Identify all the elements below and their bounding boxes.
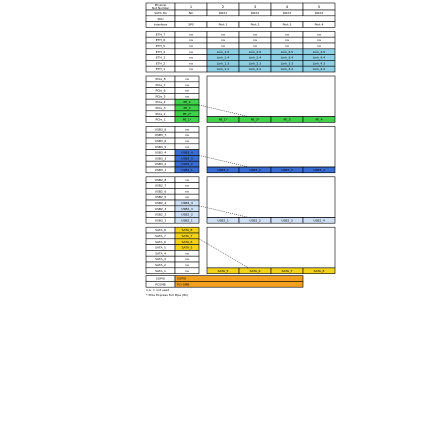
sata-slot1-value: na bbox=[185, 263, 189, 267]
usb2-row-name: USB2_5 bbox=[154, 195, 167, 200]
sata-slot1-value: SATA_6 bbox=[181, 239, 193, 244]
usb2-slot1-value: na bbox=[185, 189, 189, 194]
interface-value: Port 1 bbox=[218, 22, 228, 27]
slot-value: DRX2 bbox=[250, 11, 260, 15]
interface-label: Interface bbox=[153, 22, 168, 27]
sata-slot1-value: SATA_5 bbox=[181, 245, 193, 250]
eth-na-text: na bbox=[285, 38, 289, 43]
sata-row-name: SATA_1 bbox=[155, 268, 166, 273]
sku-spacer bbox=[175, 16, 335, 22]
usb2-mapping-diagonal bbox=[199, 206, 249, 218]
usb3-row-name: USB3_8 bbox=[154, 127, 167, 132]
sata-bottom-text: SATA_5 bbox=[217, 268, 229, 273]
usb2-bottom-text: USB2_2 bbox=[249, 218, 261, 223]
eth-na-text: na bbox=[253, 38, 257, 43]
eth-na-text: na bbox=[317, 32, 321, 37]
usb2-bottom-text: USB2_4 bbox=[313, 218, 325, 223]
slot-number: 5 bbox=[317, 5, 321, 9]
eth-link-text: Link_1.4 bbox=[216, 55, 230, 60]
eth-na-text: na bbox=[317, 44, 321, 48]
eth-slot1-value: na bbox=[189, 44, 193, 48]
eth-slot1-value: na bbox=[189, 55, 193, 60]
pcie-row-name: PCIe_1 bbox=[155, 117, 166, 122]
usb3-mapping-diagonal bbox=[199, 155, 249, 167]
pcie-row-name: PCIe_3 bbox=[155, 106, 166, 110]
extra-row-cell bbox=[175, 276, 303, 282]
usb3-row-name: USB3_7 bbox=[154, 133, 167, 138]
eth-link-text: Link_2.5 bbox=[248, 49, 262, 54]
slot-number: 1 bbox=[189, 5, 193, 9]
usb3-slot1-value: na bbox=[185, 144, 189, 149]
usb3-bottom-text: USB3_1 bbox=[217, 168, 229, 172]
usb3-empty-region bbox=[207, 126, 335, 167]
usb2-row-name: USB2_1 bbox=[154, 218, 167, 223]
eth-row-name: ETH_3 bbox=[155, 55, 166, 60]
pcie-row-name: PCIe_6 bbox=[155, 88, 166, 93]
usb3-row-name: USB3_4 bbox=[154, 150, 167, 155]
pcie-bottom-text: PE_1* bbox=[218, 117, 228, 122]
usb3-bottom-text: USB3_4 bbox=[313, 168, 325, 172]
pcie-bottom-text: PE_3 bbox=[283, 117, 291, 122]
pcie-empty-region bbox=[207, 76, 335, 117]
slot-number-label: Slot Number bbox=[151, 6, 170, 10]
slot-number: 3 bbox=[253, 5, 257, 9]
pcie-slot1-value: na bbox=[185, 82, 189, 87]
eth-link-text: Link_1.5 bbox=[216, 49, 230, 54]
eth-slot1-value: na bbox=[189, 61, 193, 66]
usb2-slot1-value: na bbox=[185, 183, 189, 188]
sata-mapping-diagonal bbox=[199, 239, 249, 268]
slot-number: 2 bbox=[221, 5, 225, 9]
extra-row-value: SGPIO bbox=[177, 276, 187, 281]
pcie-row-name: PCIe_4 bbox=[155, 100, 166, 105]
usb3-row-name: USB3_2 bbox=[154, 162, 167, 167]
eth-link-text: Link_2.3 bbox=[248, 61, 262, 66]
eth-link-text: Link_1.3 bbox=[216, 61, 230, 66]
usb3-slot1-value: USB3_4 bbox=[181, 150, 193, 155]
eth-na-text: na bbox=[285, 32, 289, 37]
interface-value: SPS bbox=[188, 22, 194, 27]
eth-slot1-value: na bbox=[189, 32, 193, 37]
usb3-slot1-value: USB3_1 bbox=[181, 168, 193, 172]
sata-label: SATA 3G bbox=[154, 11, 167, 15]
usb2-bottom-text: USB2_3 bbox=[281, 218, 293, 223]
eth-na-text: na bbox=[221, 38, 225, 43]
extra-row-cell bbox=[175, 281, 303, 287]
sata-slot1-value: SATA_7 bbox=[181, 234, 193, 238]
eth-row-name: ETH_5 bbox=[155, 44, 166, 48]
pcie-bottom-text: PE_2* bbox=[250, 117, 260, 122]
interface-value: Port 2 bbox=[250, 22, 260, 27]
usb2-slot1-value: USB2_2 bbox=[181, 212, 193, 217]
sata-bottom-text: SATA_8 bbox=[313, 268, 325, 273]
sata-bottom-text: SATA_6 bbox=[249, 268, 261, 273]
pcie-row-name: PCIe_8 bbox=[155, 77, 166, 81]
usb2-row-name: USB2_6 bbox=[154, 189, 167, 194]
usb2-row-name: USB2_2 bbox=[154, 212, 167, 217]
extra-row-name: PCSMB bbox=[155, 282, 166, 287]
extra-row-value: PCI SMB bbox=[177, 282, 190, 287]
eth-na-text: na bbox=[221, 32, 225, 37]
usb2-row-name: USB2_3 bbox=[154, 206, 167, 211]
usb2-row-name: USB2_8 bbox=[154, 177, 167, 182]
usb2-row-name: USB2_4 bbox=[154, 201, 167, 205]
usb3-row-name: USB3_3 bbox=[154, 156, 167, 161]
eth-link-text: Link_3.5 bbox=[280, 49, 294, 54]
eth-link-text: Link_4.3 bbox=[312, 61, 326, 66]
pcie-slot1-value: PE_3 bbox=[183, 106, 191, 110]
sku-label: SKU bbox=[157, 16, 164, 21]
eth-na-text: na bbox=[253, 32, 257, 37]
slot-value: DRX1 bbox=[218, 11, 228, 15]
pcie-bottom-text: PE_4 bbox=[315, 117, 323, 122]
usb3-slot1-value: USB3_2 bbox=[181, 162, 193, 167]
sata-slot1-value: na bbox=[185, 251, 189, 256]
eth-link-text: Link_3.4 bbox=[280, 55, 294, 60]
usb2-bottom-text: USB2_1 bbox=[217, 218, 229, 223]
eth-slot1-value: na bbox=[189, 38, 193, 43]
usb2-slot1-value: na bbox=[185, 195, 189, 200]
pcie-row-name: PCIe_5 bbox=[155, 94, 166, 99]
sata-slot1-value: SATA_8 bbox=[181, 228, 193, 233]
sata-row-name: SATA_4 bbox=[155, 251, 166, 256]
sata-row-name: SATA_8 bbox=[155, 228, 166, 233]
eth-link-text: Link_2.4 bbox=[248, 55, 262, 60]
eth-row-name: ETH_7 bbox=[155, 32, 166, 37]
pcie-mapping-diagonal bbox=[199, 105, 249, 117]
usb3-bottom-text: USB3_3 bbox=[281, 168, 293, 172]
slot-value: DRX4 bbox=[314, 11, 324, 15]
slot-number: 4 bbox=[285, 5, 289, 9]
usb3-row-name: USB3_1 bbox=[154, 168, 167, 172]
physical-label: Physical bbox=[154, 2, 167, 7]
eth-link-text: Link_4.5 bbox=[312, 49, 326, 54]
usb3-slot1-value: na bbox=[185, 139, 189, 143]
usb2-slot1-value: USB2_4 bbox=[181, 201, 193, 205]
pcie-slot1-value: PE_1* bbox=[182, 117, 192, 122]
eth-row-name: ETH_1 bbox=[155, 67, 166, 72]
eth-na-text: na bbox=[285, 44, 289, 48]
usb3-row-name: USB3_6 bbox=[154, 139, 167, 143]
sata-row-name: SATA_7 bbox=[155, 234, 166, 238]
eth-link-text: Link_4.2 bbox=[312, 67, 326, 72]
sata-bottom-text: SATA_7 bbox=[281, 268, 293, 273]
usb3-bottom-text: USB3_2 bbox=[249, 168, 261, 172]
eth-row-name: ETH_4 bbox=[155, 49, 166, 54]
slot-value: DRX3 bbox=[282, 11, 292, 15]
eth-link-text: Link_4.4 bbox=[312, 55, 326, 60]
eth-link-text: Link_3.3 bbox=[280, 61, 294, 66]
eth-link-text: Link_3.2 bbox=[280, 67, 294, 72]
eth-row-name: ETH_2 bbox=[155, 61, 166, 66]
eth-link-text: Link_2.2 bbox=[248, 67, 262, 72]
eth-row-name: ETH_6 bbox=[155, 38, 166, 43]
extra-row-name: SGPIO bbox=[155, 276, 166, 281]
sata-slot1-value: na bbox=[185, 268, 189, 273]
sata-row-name: SATA_6 bbox=[155, 239, 166, 244]
eth-slot1-value: na bbox=[189, 67, 193, 72]
pcie-slot1-value: na bbox=[185, 77, 189, 81]
pcie-slot1-value: PE_2* bbox=[182, 111, 192, 116]
eth-na-text: na bbox=[317, 38, 321, 43]
sata-row-name: SATA_3 bbox=[155, 257, 166, 262]
usb3-slot1-value: USB3_3 bbox=[181, 156, 193, 161]
pcie-slot1-value: PE_4 bbox=[183, 100, 191, 105]
eth-link-text: Link_1.2 bbox=[216, 67, 230, 72]
usb3-slot1-value: na bbox=[185, 127, 189, 132]
usb3-row-name: USB3_5 bbox=[154, 144, 167, 149]
eth-na-text: na bbox=[253, 44, 257, 48]
usb2-row-name: USB2_7 bbox=[154, 183, 167, 188]
eth-slot1-value: na bbox=[189, 49, 193, 54]
sata-empty-region bbox=[207, 227, 335, 268]
pcie-slot1-value: na bbox=[185, 94, 189, 99]
footnote: n.a. = not used bbox=[146, 288, 170, 293]
eth-na-text: na bbox=[221, 44, 225, 48]
interface-value: Port 3 bbox=[282, 22, 292, 27]
sata-row-name: SATA_5 bbox=[155, 245, 166, 250]
pcie-slot1-value: na bbox=[185, 88, 189, 93]
usb2-slot1-value: USB2_1 bbox=[181, 218, 193, 223]
pcie-row-name: PCIe_7 bbox=[155, 82, 166, 87]
interface-value: Port 4 bbox=[314, 22, 324, 27]
usb2-slot1-value: na bbox=[185, 177, 189, 182]
usb2-empty-region bbox=[207, 177, 335, 218]
usb3-slot1-value: na bbox=[185, 133, 189, 138]
sata-row-name: SATA_2 bbox=[155, 263, 166, 267]
usb2-slot1-value: USB2_3 bbox=[181, 206, 193, 211]
sata-slot1-value: na bbox=[185, 257, 189, 262]
footnote: * PCIe Express Full Pipe (8x) bbox=[146, 293, 189, 298]
slot-value: NC bbox=[188, 11, 194, 15]
pcie-row-name: PCIe_2 bbox=[155, 111, 166, 116]
